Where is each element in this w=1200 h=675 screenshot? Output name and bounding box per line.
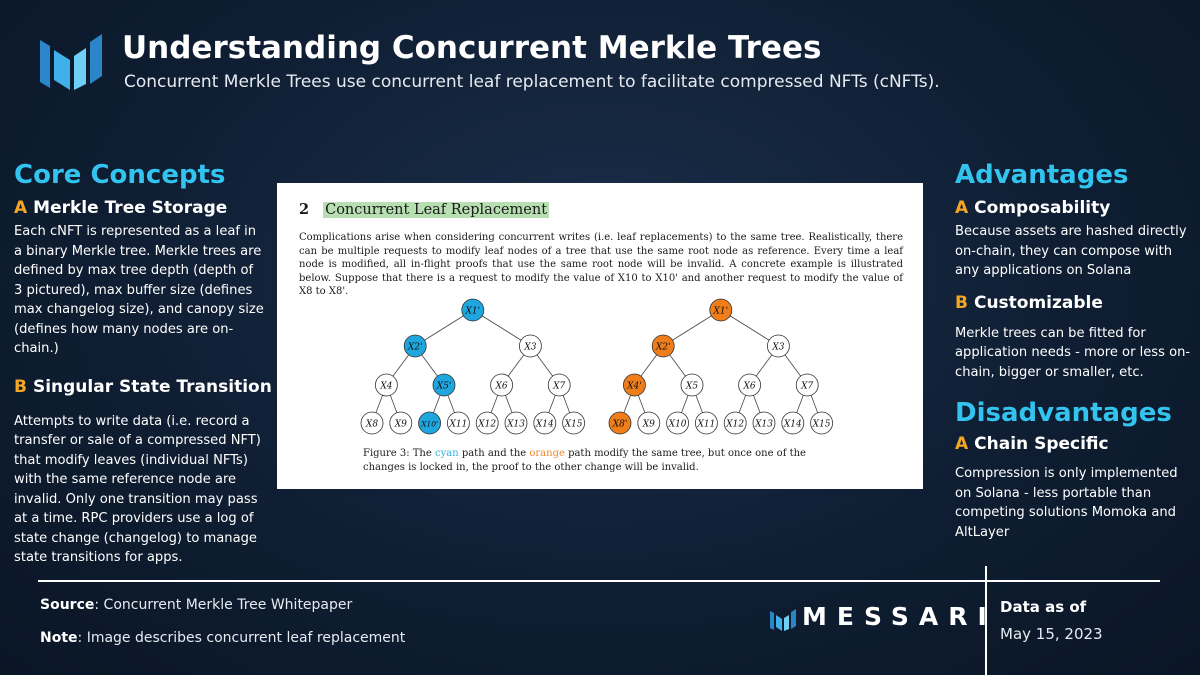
tree-node-label: X4' <box>627 381 642 392</box>
doc-section-title: Concurrent Leaf Replacement <box>325 202 548 218</box>
tree-node-label: X1' <box>465 306 481 317</box>
tree-node <box>796 374 818 396</box>
tree-node <box>419 412 441 434</box>
merkle-tree-figure <box>277 183 923 489</box>
item-letter: B <box>14 376 27 397</box>
tree-node <box>404 335 426 357</box>
tree-node <box>739 374 761 396</box>
tree-node <box>361 412 383 434</box>
brand-name: MESSARI <box>802 602 997 631</box>
tree-node-label: X12 <box>726 419 745 430</box>
tree-node <box>476 412 498 434</box>
tree-node-label: X2' <box>655 342 671 353</box>
doc-section-number: 2 <box>299 201 310 218</box>
tree-node-label: X8 <box>365 419 379 430</box>
data-date: May 15, 2023 <box>1000 625 1103 643</box>
tree-node <box>505 412 527 434</box>
concept-item <box>14 375 272 568</box>
tree-node-label: X15 <box>812 419 831 430</box>
tree-node <box>390 412 412 434</box>
tree-node <box>724 412 746 434</box>
tree-node-label: X10 <box>668 419 687 430</box>
advantage-item <box>955 291 1195 383</box>
item-title: Chain Specific <box>974 434 1109 454</box>
tree-node <box>638 412 660 434</box>
tree-node <box>491 374 513 396</box>
tree-node-label: X15 <box>564 419 583 430</box>
tree-node <box>652 335 674 357</box>
item-text: Compression is only implemented on Solana - less portable than competing solutions Momoka and AltLayer <box>955 466 1178 540</box>
messari-brand-icon <box>770 607 796 631</box>
tree-node-label: X6 <box>495 381 508 392</box>
tree-node-label: X13 <box>755 419 773 430</box>
tree-node-label: X5' <box>436 381 452 392</box>
tree-node <box>695 412 717 434</box>
core-concepts-title: Core Concepts <box>14 160 226 190</box>
tree-node-label: X11 <box>697 419 716 430</box>
tree-node-label: X12 <box>478 419 497 430</box>
tree-node-label: X8' <box>612 419 628 430</box>
tree-node-label: X14 <box>535 419 554 430</box>
item-letter: B <box>955 292 968 313</box>
source-line: Source: Concurrent Merkle Tree Whitepaper <box>40 597 353 613</box>
item-text: Because assets are hashed directly on-chain, they can compose with any applications on Solana <box>955 224 1187 278</box>
tree-node <box>433 374 455 396</box>
tree-node <box>548 374 570 396</box>
tree-node <box>534 412 556 434</box>
tree-node-label: X9 <box>642 419 655 430</box>
item-letter: A <box>14 198 28 218</box>
doc-paragraph: Complications arise when considering concurrent writes (i.e. leaf replacements) to the same tree. Realistically, there can be multiple requests to modify leaf nodes of a tree that use the same root node as reference. Every time a leaf node is modified, all in-flight proofs that use the same root node will be invalid. A concrete example is illustrated below. Suppose that there is a request to modify the value of X10 to X10' and another request to modify the value of X8 to X8'. <box>299 232 903 298</box>
data-as-of-label: Data as of <box>1000 598 1087 616</box>
disadvantage-item <box>955 432 1195 542</box>
tree-node-label: X3 <box>524 342 537 353</box>
tree-node <box>623 374 645 396</box>
tree-node-label: X14 <box>783 419 802 430</box>
item-title: Singular State Transition <box>32 376 272 397</box>
footer-divider <box>38 580 1160 582</box>
advantages-title: Advantages <box>955 160 1129 190</box>
tree-node <box>681 374 703 396</box>
tree-node-label: X3 <box>772 342 785 353</box>
item-letter: A <box>955 434 969 454</box>
page-subtitle: Concurrent Merkle Trees use concurrent leaf replacement to facilitate compressed NFTs (cNFTs). <box>124 72 940 92</box>
tree-node-label: X2' <box>407 342 423 353</box>
tree-node <box>519 335 541 357</box>
page-title: Understanding Concurrent Merkle Trees <box>122 30 822 66</box>
tree-node-label: X7 <box>553 381 566 392</box>
tree-node-label: X9 <box>394 419 407 430</box>
tree-node <box>811 412 833 434</box>
item-letter: A <box>955 198 969 218</box>
tree-node <box>375 374 397 396</box>
tree-node-label: X5 <box>685 381 699 392</box>
tree-node <box>767 335 789 357</box>
concept-item <box>14 196 264 359</box>
tree-node <box>462 299 484 321</box>
tree-node <box>782 412 804 434</box>
advantages-column <box>955 158 1195 542</box>
tree-node <box>710 299 732 321</box>
item-title: Composability <box>974 198 1111 218</box>
tree-node <box>667 412 689 434</box>
note-line: Note: Image describes concurrent leaf replacement <box>40 630 406 646</box>
whitepaper-excerpt <box>277 183 923 489</box>
tree-node <box>609 412 631 434</box>
item-text: Attempts to write data (i.e. record a transfer or sale of a compressed NFT) that modify leaves (individual NFTs) with the same reference node are invalid. Only one transition may pass at a time. RPC providers use a log of state change (changelog) to manage state transitions for apps. <box>14 413 261 565</box>
item-text: Merkle trees can be fitted for application needs - more or less on-chain, bigger or smaller, etc. <box>955 325 1191 380</box>
tree-node-label: X4 <box>380 381 393 392</box>
tree-node-label: X10' <box>421 419 439 429</box>
doc-caption: Figure 3: The cyan path and the orange path modify the same tree, but once one of the changes is locked in, the proof to the other change will be invalid. <box>363 448 806 473</box>
item-title: Merkle Tree Storage <box>33 198 228 218</box>
item-title: Customizable <box>973 292 1103 313</box>
tree-node-label: X11 <box>449 419 468 430</box>
tree-node-label: X7 <box>801 381 814 392</box>
messari-logo-icon <box>40 32 102 90</box>
tree-node-label: X13 <box>507 419 525 430</box>
tree-node-label: X1' <box>713 306 729 317</box>
tree-node <box>447 412 469 434</box>
advantage-item <box>955 196 1195 281</box>
tree-node <box>563 412 585 434</box>
core-concepts-column <box>14 158 272 568</box>
item-text: Each cNFT is represented as a leaf in a binary Merkle tree. Merkle trees are defined by max tree depth (depth of 3 pictured), max buffer size (defines max changelog size), and canopy size (defines how many nodes are on-chain.) <box>14 224 264 356</box>
disadvantages-title: Disadvantages <box>955 398 1172 428</box>
tree-node-label: X6 <box>743 381 756 392</box>
tree-node <box>753 412 775 434</box>
